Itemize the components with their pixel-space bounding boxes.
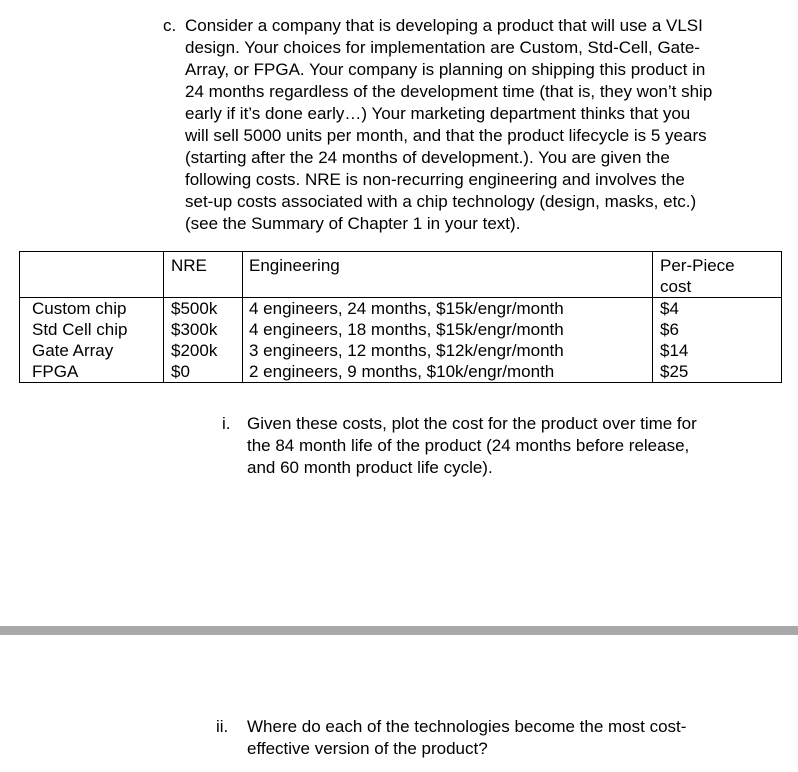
technology-cell: Custom chip — [20, 298, 164, 320]
part-c-line: Array, or FPGA. Your company is planning on shipping this product in — [185, 60, 706, 79]
per-piece-header-line: cost — [660, 277, 692, 296]
question-i-line: the 84 month life of the product (24 months before release, — [247, 436, 690, 455]
nre-cell: $200k — [164, 340, 243, 361]
question-i-text — [247, 413, 767, 479]
part-c-line: (see the Summary of Chapter 1 in your text). — [185, 214, 521, 233]
technology-cell: Std Cell chip — [20, 319, 164, 340]
header-cell-engineering: Engineering — [243, 252, 653, 298]
header-cell-per-piece-cost — [653, 252, 782, 298]
header-cell-nre: NRE — [164, 252, 243, 298]
nre-cell: $300k — [164, 319, 243, 340]
table-row — [20, 319, 782, 340]
cost-table — [19, 251, 782, 383]
question-ii-line: Where do each of the technologies become the most cost- — [247, 717, 687, 736]
per-piece-cell: $6 — [653, 319, 782, 340]
part-c-marker: c. — [163, 16, 177, 35]
part-c-line: 24 months regardless of the development time (that is, they won’t ship — [185, 82, 713, 101]
question-i-line: Given these costs, plot the cost for the product over time for — [247, 414, 697, 433]
technology-cell: Gate Array — [20, 340, 164, 361]
table-row — [20, 340, 782, 361]
part-c-paragraph — [185, 15, 785, 235]
section-divider — [0, 626, 798, 635]
engineering-cell: 3 engineers, 12 months, $12k/engr/month — [243, 340, 653, 361]
part-c-line: design. Your choices for implementation are Custom, Std-Cell, Gate- — [185, 38, 700, 57]
per-piece-header-line: Per-Piece — [660, 256, 735, 275]
question-i-line: and 60 month product life cycle). — [247, 458, 493, 477]
part-c-line: early if it’s done early…) Your marketing department thinks that you — [185, 104, 691, 123]
per-piece-cell: $14 — [653, 340, 782, 361]
nre-cell: $0 — [164, 361, 243, 383]
engineering-cell: 4 engineers, 18 months, $15k/engr/month — [243, 319, 653, 340]
question-ii-text — [247, 716, 767, 760]
table-row — [20, 298, 782, 320]
engineering-cell: 4 engineers, 24 months, $15k/engr/month — [243, 298, 653, 320]
part-c-line: following costs. NRE is non-recurring engineering and involves the — [185, 170, 685, 189]
nre-cell: $500k — [164, 298, 243, 320]
part-c-line: set-up costs associated with a chip technology (design, masks, etc.) — [185, 192, 697, 211]
question-i-marker: i. — [222, 414, 231, 433]
question-ii-line: effective version of the product? — [247, 739, 488, 758]
table-header-row — [20, 252, 782, 298]
header-cell-technology — [20, 252, 164, 298]
engineering-cell: 2 engineers, 9 months, $10k/engr/month — [243, 361, 653, 383]
part-c-line: will sell 5000 units per month, and that the product lifecycle is 5 years — [185, 126, 707, 145]
part-c-line: Consider a company that is developing a product that will use a VLSI — [185, 16, 703, 35]
per-piece-cell: $25 — [653, 361, 782, 383]
technology-cell: FPGA — [20, 361, 164, 383]
per-piece-cell: $4 — [653, 298, 782, 320]
table-row — [20, 361, 782, 383]
part-c-line: (starting after the 24 months of development.). You are given the — [185, 148, 670, 167]
question-ii-marker: ii. — [216, 717, 229, 736]
